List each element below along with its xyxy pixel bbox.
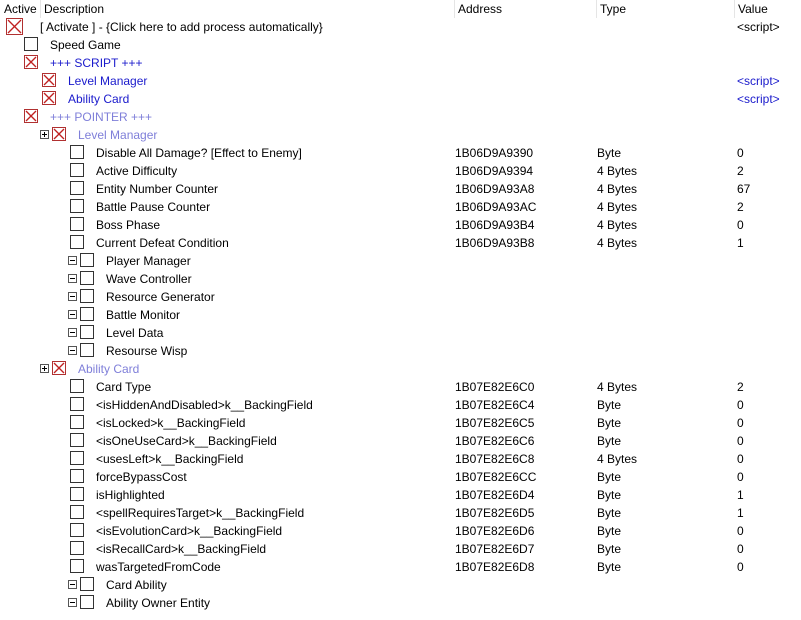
entry-description: isHighlighted — [96, 488, 165, 502]
collapse-icon[interactable] — [68, 256, 77, 265]
entry-value[interactable]: 1 — [737, 236, 744, 250]
entry-address: 1B07E82E6D6 — [455, 524, 535, 538]
active-checkbox-checked[interactable] — [24, 55, 38, 69]
active-checkbox[interactable] — [70, 415, 84, 429]
entry-type: 4 Bytes — [597, 380, 638, 394]
entry-description: Battle Monitor — [106, 308, 181, 322]
table-row[interactable] — [0, 144, 801, 162]
active-checkbox[interactable] — [70, 505, 84, 519]
active-checkbox[interactable] — [80, 577, 94, 591]
active-checkbox-checked[interactable] — [24, 109, 38, 123]
entry-value[interactable]: 0 — [737, 524, 744, 538]
table-row[interactable] — [0, 378, 801, 396]
entry-description: <spellRequiresTarget>k__BackingField — [96, 506, 305, 520]
column-header-description[interactable]: Description — [44, 2, 105, 16]
active-checkbox[interactable] — [70, 451, 84, 465]
active-checkbox-checked[interactable] — [42, 91, 56, 105]
entry-type: Byte — [597, 398, 622, 412]
table-row[interactable] — [0, 594, 801, 612]
column-separator[interactable] — [734, 0, 735, 18]
entry-address: 1B07E82E6C6 — [455, 434, 535, 448]
table-row[interactable] — [0, 486, 801, 504]
table-row[interactable] — [0, 324, 801, 342]
x-mark-icon — [7, 19, 22, 34]
entry-description: Level Data — [106, 326, 164, 340]
entry-value[interactable]: 0 — [737, 470, 744, 484]
table-row[interactable] — [0, 504, 801, 522]
active-checkbox-checked[interactable] — [52, 127, 66, 141]
x-mark-icon — [53, 128, 65, 140]
entry-description: <usesLeft>k__BackingField — [96, 452, 244, 466]
collapse-icon[interactable] — [68, 328, 77, 337]
entry-value[interactable]: <script> — [737, 74, 780, 88]
entry-value[interactable]: 0 — [737, 452, 744, 466]
entry-description: Ability Owner Entity — [106, 596, 211, 610]
entry-description: Wave Controller — [106, 272, 192, 286]
entry-description: Disable All Damage? [Effect to Enemy] — [96, 146, 302, 160]
table-row[interactable] — [0, 522, 801, 540]
entry-type: 4 Bytes — [597, 164, 638, 178]
active-checkbox[interactable] — [70, 181, 84, 195]
entry-value[interactable]: 0 — [737, 146, 744, 160]
table-row[interactable] — [0, 306, 801, 324]
collapse-icon[interactable] — [68, 292, 77, 301]
table-row[interactable] — [0, 576, 801, 594]
table-row[interactable] — [0, 72, 801, 90]
table-row[interactable] — [0, 270, 801, 288]
entry-value[interactable]: 0 — [737, 542, 744, 556]
entry-type: Byte — [597, 542, 622, 556]
entry-address: 1B06D9A93B4 — [455, 218, 535, 232]
active-checkbox[interactable] — [80, 271, 94, 285]
collapse-icon[interactable] — [68, 274, 77, 283]
entry-value[interactable]: 2 — [737, 164, 744, 178]
entry-address: 1B06D9A93AC — [455, 200, 537, 214]
active-checkbox-checked[interactable] — [42, 73, 56, 87]
column-separator[interactable] — [40, 0, 41, 18]
entry-address: 1B06D9A93A8 — [455, 182, 535, 196]
active-checkbox[interactable] — [70, 523, 84, 537]
table-row[interactable] — [0, 162, 801, 180]
table-row[interactable] — [0, 216, 801, 234]
entry-value[interactable]: 1 — [737, 506, 744, 520]
entry-value[interactable]: <script> — [737, 20, 780, 34]
table-row[interactable] — [0, 432, 801, 450]
entry-value[interactable]: 0 — [737, 416, 744, 430]
entry-description: <isHiddenAndDisabled>k__BackingField — [96, 398, 313, 412]
column-header-address[interactable]: Address — [458, 2, 503, 16]
x-mark-icon — [43, 92, 55, 104]
active-checkbox[interactable] — [80, 289, 94, 303]
collapse-icon[interactable] — [68, 580, 77, 589]
entry-address: 1B07E82E6D8 — [455, 560, 535, 574]
entry-description: Player Manager — [106, 254, 191, 268]
entry-description: Resource Generator — [106, 290, 215, 304]
entry-description: <isOneUseCard>k__BackingField — [96, 434, 277, 448]
entry-address: 1B07E82E6C8 — [455, 452, 535, 466]
active-checkbox[interactable] — [70, 397, 84, 411]
entry-description: Boss Phase — [96, 218, 161, 232]
x-mark-icon — [53, 362, 65, 374]
column-separator[interactable] — [454, 0, 455, 18]
column-header-type[interactable]: Type — [600, 2, 627, 16]
entry-value[interactable]: 1 — [737, 488, 744, 502]
entry-type: 4 Bytes — [597, 236, 638, 250]
table-row[interactable] — [0, 288, 801, 306]
collapse-icon[interactable] — [68, 346, 77, 355]
column-header-value[interactable]: Value — [738, 2, 768, 16]
table-row[interactable] — [0, 396, 801, 414]
entry-address: 1B07E82E6D4 — [455, 488, 535, 502]
entry-address: 1B06D9A93B8 — [455, 236, 535, 250]
active-checkbox[interactable] — [70, 379, 84, 393]
table-row[interactable] — [0, 198, 801, 216]
entry-type: 4 Bytes — [597, 218, 638, 232]
active-checkbox[interactable] — [70, 469, 84, 483]
entry-type: 4 Bytes — [597, 182, 638, 196]
entry-address: 1B07E82E6C5 — [455, 416, 535, 430]
entry-description: Entity Number Counter — [96, 182, 219, 196]
entry-value[interactable]: 0 — [737, 398, 744, 412]
active-checkbox[interactable] — [70, 559, 84, 573]
expand-icon[interactable] — [40, 130, 49, 139]
active-checkbox[interactable] — [70, 163, 84, 177]
entry-description: Speed Game — [50, 38, 121, 52]
table-row[interactable] — [0, 468, 801, 486]
entry-address: 1B07E82E6D7 — [455, 542, 535, 556]
active-checkbox[interactable] — [80, 325, 94, 339]
entry-description: +++ SCRIPT +++ — [50, 56, 143, 70]
entry-type: Byte — [597, 488, 622, 502]
entry-value[interactable]: <script> — [737, 92, 780, 106]
entry-description: Active Difficulty — [96, 164, 178, 178]
active-checkbox-checked[interactable] — [52, 361, 66, 375]
entry-description: +++ POINTER +++ — [50, 110, 153, 124]
column-header-active[interactable]: Active — [4, 2, 37, 16]
entry-address: 1B07E82E6D5 — [455, 506, 535, 520]
entry-type: 4 Bytes — [597, 200, 638, 214]
active-checkbox[interactable] — [70, 235, 84, 249]
x-mark-icon — [25, 110, 37, 122]
table-row[interactable] — [0, 252, 801, 270]
active-checkbox[interactable] — [80, 343, 94, 357]
expand-icon[interactable] — [40, 364, 49, 373]
active-checkbox[interactable] — [80, 595, 94, 609]
table-row[interactable] — [0, 90, 801, 108]
entry-type: 4 Bytes — [597, 452, 638, 466]
entry-description: Ability Card — [68, 92, 130, 106]
table-row[interactable] — [0, 36, 801, 54]
entry-address: 1B07E82E6C0 — [455, 380, 535, 394]
entry-type: Byte — [597, 470, 622, 484]
column-separator[interactable] — [596, 0, 597, 18]
entry-description: Resourse Wisp — [106, 344, 188, 358]
entry-address: 1B07E82E6C4 — [455, 398, 535, 412]
table-row[interactable] — [0, 234, 801, 252]
entry-value[interactable]: 0 — [737, 434, 744, 448]
active-checkbox[interactable] — [70, 217, 84, 231]
entry-description: Level Manager — [68, 74, 148, 88]
entry-type: Byte — [597, 506, 622, 520]
entry-address: 1B07E82E6CC — [455, 470, 537, 484]
active-checkbox[interactable] — [70, 487, 84, 501]
collapse-icon[interactable] — [68, 598, 77, 607]
x-mark-icon — [25, 56, 37, 68]
entry-address: 1B06D9A9390 — [455, 146, 534, 160]
table-row[interactable] — [0, 54, 801, 72]
entry-description: Level Manager — [78, 128, 158, 142]
active-checkbox[interactable] — [70, 541, 84, 555]
entry-description: Card Type — [96, 380, 152, 394]
entry-description: <isLocked>k__BackingField — [96, 416, 246, 430]
collapse-icon[interactable] — [68, 310, 77, 319]
entry-value[interactable]: 2 — [737, 380, 744, 394]
active-checkbox[interactable] — [24, 37, 38, 51]
entry-type: Byte — [597, 416, 622, 430]
table-row[interactable] — [0, 360, 801, 378]
active-checkbox[interactable] — [70, 145, 84, 159]
entry-description: wasTargetedFromCode — [96, 560, 221, 574]
table-row[interactable] — [0, 180, 801, 198]
active-checkbox[interactable] — [70, 433, 84, 447]
entry-value[interactable]: 0 — [737, 218, 744, 232]
x-mark-icon — [43, 74, 55, 86]
entry-description: Battle Pause Counter — [96, 200, 211, 214]
table-row[interactable] — [0, 108, 801, 126]
active-checkbox[interactable] — [80, 253, 94, 267]
entry-description: forceBypassCost — [96, 470, 187, 484]
table-row[interactable] — [0, 126, 801, 144]
active-checkbox-checked[interactable] — [6, 18, 23, 35]
column-header-bar — [0, 0, 801, 18]
entry-description: Ability Card — [78, 362, 140, 376]
entry-type: Byte — [597, 524, 622, 538]
entry-description: Current Defeat Condition — [96, 236, 229, 250]
entry-type: Byte — [597, 146, 622, 160]
table-row[interactable] — [0, 342, 801, 360]
entry-description: <isRecallCard>k__BackingField — [96, 542, 267, 556]
entry-description: Card Ability — [106, 578, 167, 592]
entry-description: [ Activate ] - {Click here to add process automatically} — [40, 20, 323, 34]
table-row[interactable] — [0, 18, 801, 36]
table-row[interactable] — [0, 414, 801, 432]
table-row[interactable] — [0, 450, 801, 468]
table-row[interactable] — [0, 558, 801, 576]
entry-type: Byte — [597, 560, 622, 574]
active-checkbox[interactable] — [80, 307, 94, 321]
entry-value[interactable]: 67 — [737, 182, 751, 196]
entry-address: 1B06D9A9394 — [455, 164, 534, 178]
entry-description: <isEvolutionCard>k__BackingField — [96, 524, 283, 538]
entry-value[interactable]: 2 — [737, 200, 744, 214]
entry-value[interactable]: 0 — [737, 560, 744, 574]
active-checkbox[interactable] — [70, 199, 84, 213]
entry-type: Byte — [597, 434, 622, 448]
table-row[interactable] — [0, 540, 801, 558]
